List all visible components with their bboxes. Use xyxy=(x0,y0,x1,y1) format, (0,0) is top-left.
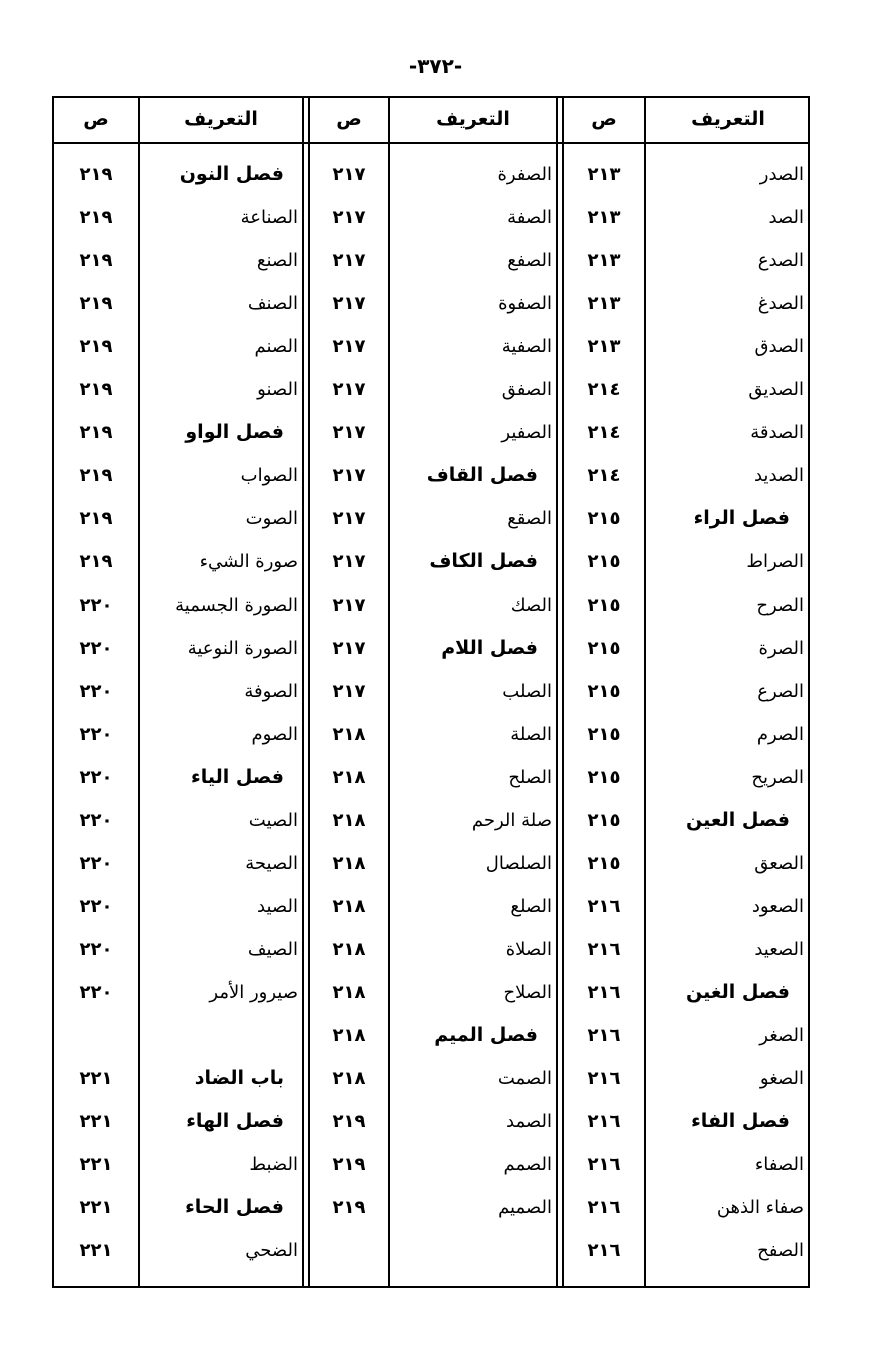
index-term: الصميم xyxy=(498,1197,552,1219)
index-term: صفاء الذهن xyxy=(716,1197,804,1219)
page-number-cell: ٢٢١ xyxy=(79,1154,113,1176)
page-number-cell: ٢١٩ xyxy=(79,336,113,358)
index-term: الصيد xyxy=(257,895,298,917)
page-number-cell: ٢١٤ xyxy=(587,465,621,487)
page-number-cell: ٢١٣ xyxy=(587,336,621,358)
page-number-cell: ٢١٧ xyxy=(332,293,366,315)
section-heading: فصل القاف xyxy=(426,464,538,487)
section-heading: فصل الفاء xyxy=(691,1110,790,1133)
page-number-cell: ٢١٥ xyxy=(587,680,621,702)
page-number-cell: ٢١٩ xyxy=(79,164,113,185)
header-page-middle: ص xyxy=(336,108,362,130)
index-term: الصدر xyxy=(759,164,804,185)
page-number-cell: ٢١٨ xyxy=(332,766,366,788)
index-term: الصقع xyxy=(507,508,552,530)
page-number-cell: ٢١٨ xyxy=(332,1025,366,1046)
index-term: الصواب xyxy=(240,465,298,487)
index-term: الصفوة xyxy=(498,293,552,315)
header-page-right: ص xyxy=(591,108,617,130)
section-heading: فصل اللام xyxy=(441,636,538,659)
index-term: الصرة xyxy=(758,637,804,659)
page-number-cell: ٢١٨ xyxy=(332,723,366,745)
index-term: الصرح xyxy=(756,594,804,616)
page-number-cell: ٢٢٠ xyxy=(79,723,113,745)
page-number-cell: ٢١٥ xyxy=(587,594,621,616)
index-term: الصفرة xyxy=(497,164,552,185)
section-heading: فصل النون xyxy=(179,163,284,185)
index-term: الصمم xyxy=(503,1154,552,1176)
index-term: الصوفة xyxy=(244,680,298,702)
index-term: الضبط xyxy=(249,1154,298,1176)
page-number-cell: ٢٢١ xyxy=(79,1111,113,1133)
page-number-cell: ٢٢٠ xyxy=(79,895,113,917)
index-term: الصلصال xyxy=(485,852,552,874)
page-number-cell: ٢١٩ xyxy=(79,250,113,272)
header-term-middle: التعريف xyxy=(436,108,510,130)
page-number-cell: ٢١٨ xyxy=(332,809,366,831)
index-term: الصدغ xyxy=(757,293,804,315)
page-number-cell: ٢١٩ xyxy=(79,508,113,530)
header-divider xyxy=(54,142,808,144)
page-number-cell: ٢٢٠ xyxy=(79,594,113,616)
section-heading: فصل الميم xyxy=(434,1024,538,1046)
index-term: الصغو xyxy=(759,1068,804,1090)
section-heading: فصل الواو xyxy=(185,421,284,444)
page-number-cell: ٢١٩ xyxy=(79,207,113,229)
page-number-cell: ٢١٥ xyxy=(587,508,621,530)
header-page-left: ص xyxy=(83,108,109,130)
page-number-cell: ٢١٧ xyxy=(332,680,366,702)
page-number-cell: ٢١٤ xyxy=(587,379,621,401)
page-number-cell: ٢١٩ xyxy=(332,1154,366,1176)
page-number-cell: ٢١٦ xyxy=(587,938,621,960)
index-term: الصنف xyxy=(247,293,298,315)
page-number-cell: ٢١٦ xyxy=(587,1068,621,1090)
page-number-cell: ٢١٧ xyxy=(332,465,366,487)
page-number-cell: ٢١٦ xyxy=(587,981,621,1003)
section-heading: فصل الراء xyxy=(693,507,790,530)
page-number-cell: ٢١٨ xyxy=(332,981,366,1003)
index-term: الصريح xyxy=(751,766,804,788)
index-term: الصك xyxy=(510,594,552,616)
index-term: الصغر xyxy=(759,1025,804,1046)
page-number-cell: ٢١٦ xyxy=(587,895,621,917)
page-number-cell: ٢١٧ xyxy=(332,508,366,530)
page-number-cell: ٢٢٠ xyxy=(79,809,113,831)
page-number-cell: ٢١٩ xyxy=(79,379,113,401)
page-number-cell: ٢١٥ xyxy=(587,809,621,831)
section-heading: فصل الياء xyxy=(191,765,284,788)
page-number-cell: ٢١٩ xyxy=(79,551,113,573)
page-number-cell: ٢٢٠ xyxy=(79,981,113,1003)
index-term: الصلاح xyxy=(503,981,552,1003)
index-term: الصلح xyxy=(508,766,552,788)
index-term: الصورة النوعية xyxy=(187,637,298,659)
index-term: صيرور الأمر xyxy=(209,981,298,1003)
index-term: الصمت xyxy=(497,1068,552,1090)
page-number-cell: ٢١٦ xyxy=(587,1111,621,1133)
header-term-left: التعريف xyxy=(184,108,258,130)
page-number-cell: ٢٢١ xyxy=(79,1068,113,1090)
index-term: الصفة xyxy=(507,207,552,229)
page-number-cell: ٢١٧ xyxy=(332,422,366,444)
divider xyxy=(138,98,140,1286)
index-term: الصيف xyxy=(247,938,298,960)
index-term: الصديد xyxy=(753,465,804,487)
index-term: صلة الرحم xyxy=(471,809,552,831)
index-term: الصد xyxy=(768,207,804,229)
page-number-cell: ٢٢١ xyxy=(79,1240,113,1262)
page-number-cell: ٢١٥ xyxy=(587,723,621,745)
page-number-cell: ٢١٤ xyxy=(587,422,621,444)
page-number-cell: ٢١٩ xyxy=(332,1111,366,1133)
page-number-cell: ٢١٦ xyxy=(587,1197,621,1219)
index-term: الصلب xyxy=(502,680,552,702)
page-number-cell: ٢١٧ xyxy=(332,207,366,229)
page-number-cell: ٢١٧ xyxy=(332,594,366,616)
page-number-cell: ٢١٦ xyxy=(587,1154,621,1176)
index-term: الصورة الجسمية xyxy=(175,594,298,616)
page-number-cell: ٢١٣ xyxy=(587,164,621,185)
page-number-cell: ٢١٨ xyxy=(332,895,366,917)
page-number-cell: ٢١٩ xyxy=(79,293,113,315)
page-number-cell: ٢١٨ xyxy=(332,1068,366,1090)
page-number-cell xyxy=(54,1014,138,1057)
index-term: الصيت xyxy=(248,809,298,831)
index-term: الصوم xyxy=(251,723,298,745)
index-term: الصديق xyxy=(748,379,804,401)
page-number-cell: ٢١٥ xyxy=(587,852,621,874)
index-term: الصفق xyxy=(501,379,552,401)
section-heading: فصل الهاء xyxy=(186,1110,284,1133)
page-number-cell: ٢٢٠ xyxy=(79,766,113,788)
index-term: الصناعة xyxy=(240,207,298,229)
index-term: الصفير xyxy=(501,422,552,444)
page-number-cell: ٢٢١ xyxy=(79,1197,113,1219)
index-term: الصعود xyxy=(751,895,804,917)
index-term: الصلاة xyxy=(505,938,552,960)
page-number-cell: ٢١٥ xyxy=(587,766,621,788)
index-term: الصراط xyxy=(746,551,804,573)
index-term: الصدق xyxy=(754,336,804,358)
page-number-cell: ٢١٧ xyxy=(332,379,366,401)
page-number-cell: ٢١٥ xyxy=(587,637,621,659)
page-number-cell: ٢١٦ xyxy=(587,1025,621,1046)
page-number-cell: ٢٢٠ xyxy=(79,852,113,874)
section-heading: فصل الكاف xyxy=(429,550,538,573)
section-heading: فصل العين xyxy=(686,808,790,831)
page-number-cell: ٢١٧ xyxy=(332,164,366,185)
index-term: الصوت xyxy=(245,508,298,530)
page-number: -٣٧٢- xyxy=(408,54,463,78)
index-term: الصيحة xyxy=(245,852,298,874)
page-number-cell: ٢١٨ xyxy=(332,938,366,960)
index-term: الصدقة xyxy=(750,422,804,444)
page-number-cell: ٢٢٠ xyxy=(79,938,113,960)
page-number-cell: ٢١٩ xyxy=(79,465,113,487)
index-term xyxy=(142,1014,298,1057)
index-term: الصعيد xyxy=(754,938,804,960)
index-term: الصمد xyxy=(506,1111,552,1133)
page-number-cell: ٢١٧ xyxy=(332,250,366,272)
index-term: الصرم xyxy=(756,723,804,745)
index-term: الصفح xyxy=(757,1240,804,1262)
page-number-cell: ٢١٣ xyxy=(587,207,621,229)
page-number-cell: ٢١٩ xyxy=(332,1197,366,1219)
page-number-cell: ٢٢٠ xyxy=(79,637,113,659)
page-number-cell: ٢١٣ xyxy=(587,293,621,315)
page-number-cell: ٢١٧ xyxy=(332,637,366,659)
section-heading: فصل الغين xyxy=(686,980,790,1003)
divider xyxy=(302,98,304,1286)
index-term: الصفاء xyxy=(754,1154,804,1176)
header-term-right: التعريف xyxy=(691,108,765,130)
page-number-cell: ٢١٨ xyxy=(332,852,366,874)
page-number-cell: ٢١٣ xyxy=(587,250,621,272)
page-number-cell: ٢١٦ xyxy=(587,1240,621,1262)
page-number-cell: ٢٢٠ xyxy=(79,680,113,702)
index-table xyxy=(52,96,810,1288)
index-term: الصفية xyxy=(501,336,552,358)
index-term: الضحي xyxy=(245,1240,298,1262)
index-term: صورة الشيء xyxy=(199,551,298,573)
index-term: الصنع xyxy=(256,250,298,272)
divider xyxy=(388,98,390,1286)
page-number-cell: ٢١٩ xyxy=(79,422,113,444)
index-term: الصلع xyxy=(510,895,552,917)
index-term: الصدع xyxy=(757,250,804,272)
page-number-cell: ٢١٧ xyxy=(332,336,366,358)
page-number-cell: ٢١٧ xyxy=(332,551,366,573)
index-term: الصنو xyxy=(257,379,298,401)
index-term: الصفع xyxy=(507,250,552,272)
divider xyxy=(556,98,558,1286)
index-term: الصرع xyxy=(757,680,804,702)
section-heading: فصل الحاء xyxy=(185,1196,284,1219)
index-term: الصلة xyxy=(510,723,552,745)
index-term: الصعق xyxy=(754,852,804,874)
section-heading: باب الضاد xyxy=(194,1067,284,1090)
page-number-cell: ٢١٥ xyxy=(587,551,621,573)
index-term: الصنم xyxy=(254,336,298,358)
